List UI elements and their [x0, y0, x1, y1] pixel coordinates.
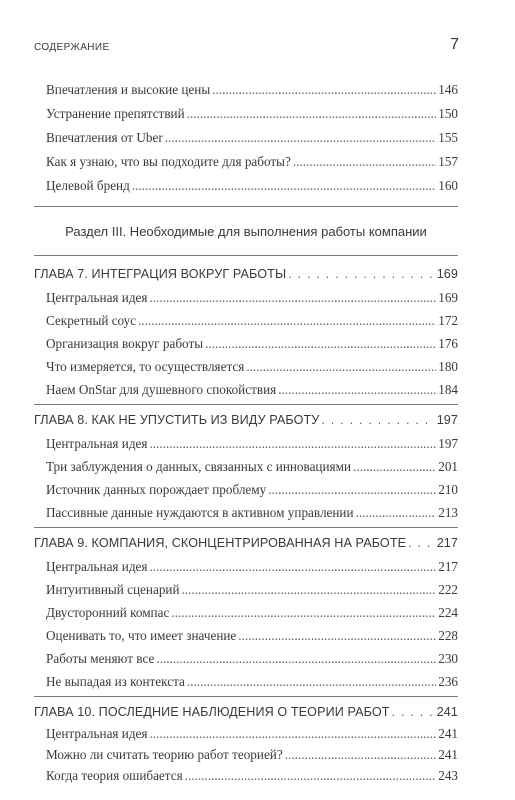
toc-entry-page: 197: [438, 436, 458, 451]
toc-entry-page: 217: [438, 559, 458, 574]
toc-entry-page: 155: [438, 130, 458, 145]
toc-entry: [46, 580, 458, 600]
toc-entry-title: Впечатления от Uber: [46, 130, 163, 145]
toc-entry-page: 230: [438, 651, 458, 666]
toc-entry: [46, 288, 458, 308]
toc-entry-page: 241: [438, 747, 458, 762]
toc-entry: [46, 724, 458, 744]
toc-entry-page: 243: [438, 768, 458, 783]
leader-dots: [205, 334, 436, 354]
running-header: СОДЕРЖАНИЕ: [34, 42, 110, 53]
toc-entry: [46, 649, 458, 669]
toc-entry: [46, 380, 458, 400]
section-rule-bottom: [34, 255, 458, 256]
leader-dots: [138, 311, 436, 331]
toc-entry-page: 210: [438, 482, 458, 497]
leader-dots: [408, 533, 435, 553]
chapter-divider: [34, 527, 458, 528]
toc-entry: [46, 334, 458, 354]
toc-entry-title: Организация вокруг работы: [46, 336, 204, 351]
leader-dots: [278, 380, 436, 400]
toc-entry-page: 228: [438, 628, 458, 643]
toc-entry: [46, 434, 458, 454]
chapter-title: ГЛАВА 8. КАК НЕ УПУСТИТЬ ИЗ ВИДУ РАБОТУ: [34, 413, 320, 427]
toc-entry-title: Не выпадая из контекста: [46, 674, 185, 689]
toc-entry: [46, 603, 458, 623]
leader-dots: [149, 288, 436, 308]
leader-dots: [246, 357, 436, 377]
toc-entry-title: Центральная идея: [46, 559, 148, 574]
toc-entry: [46, 766, 458, 786]
toc-entry-title: Что измеряется, то осуществляется: [46, 359, 245, 374]
toc-entry-page: 169: [438, 290, 458, 305]
toc-entry: [46, 128, 458, 148]
toc-entry: [46, 557, 458, 577]
toc-entry: [46, 626, 458, 646]
toc-entry-title: Центральная идея: [46, 290, 148, 305]
chapter-divider: [34, 696, 458, 697]
toc-entry: [46, 80, 458, 100]
leader-dots: [238, 626, 436, 646]
toc-entry-title: Источник данных порождает проблему: [46, 482, 267, 497]
toc-entry-page: 222: [438, 582, 458, 597]
toc-entry: [46, 152, 458, 172]
leader-dots: [353, 457, 436, 477]
toc-entry-title: Двусторонний компас: [46, 605, 170, 620]
leader-dots: [171, 603, 436, 623]
chapter-heading: [34, 533, 458, 553]
chapter-heading: [34, 702, 458, 722]
leader-dots: [165, 128, 437, 148]
toc-entry-page: 201: [438, 459, 458, 474]
toc-entry-page: 184: [438, 382, 458, 397]
chapter-title: ГЛАВА 7. ИНТЕГРАЦИЯ ВОКРУГ РАБОТЫ: [34, 267, 287, 281]
toc-entry-page: 224: [438, 605, 458, 620]
leader-dots: [392, 702, 435, 722]
toc-entry-page: 213: [438, 505, 458, 520]
toc-entry-title: Когда теория ошибается: [46, 768, 183, 783]
toc-entry: [46, 457, 458, 477]
toc-entry: [46, 176, 458, 196]
leader-dots: [132, 176, 436, 196]
toc-entry-title: Центральная идея: [46, 436, 148, 451]
toc-entry-title: Оценивать то, что имеет значение: [46, 628, 237, 643]
chapter-title: ГЛАВА 9. КОМПАНИЯ, СКОНЦЕНТРИРОВАННАЯ НА РАБОТЕ: [34, 536, 407, 550]
leader-dots: [285, 745, 437, 765]
toc-entry-page: 176: [438, 336, 458, 351]
toc-entry-page: 172: [438, 313, 458, 328]
toc-entry-page: 241: [438, 726, 458, 741]
toc-entry-title: Целевой бренд: [46, 178, 130, 193]
leader-dots: [288, 264, 434, 284]
toc-entry-page: 236: [438, 674, 458, 689]
toc-entry-title: Впечатления и высокие цены: [46, 82, 211, 97]
leader-dots: [185, 766, 437, 786]
chapter-divider: [34, 404, 458, 405]
leader-dots: [293, 152, 436, 172]
leader-dots: [321, 410, 434, 430]
leader-dots: [182, 580, 437, 600]
leader-dots: [156, 649, 436, 669]
leader-dots: [356, 503, 437, 523]
toc-entry-page: 146: [438, 82, 458, 97]
chapter-page: 241: [436, 705, 458, 719]
leader-dots: [212, 80, 436, 100]
section-title: Раздел III. Необходимые для выполнения работы компании: [65, 224, 427, 239]
leader-dots: [268, 480, 436, 500]
toc-entry-title: Три заблуждения о данных, связанных с инновациями: [46, 459, 352, 474]
leader-dots: [149, 557, 436, 577]
leader-dots: [149, 434, 436, 454]
section-rule-top: [34, 206, 458, 207]
toc-entry-page: 180: [438, 359, 458, 374]
toc-entry-title: Устранение препятствий: [46, 106, 185, 121]
leader-dots: [149, 724, 436, 744]
toc-entry-title: Пассивные данные нуждаются в активном управлении: [46, 505, 354, 520]
page-number: 7: [450, 36, 459, 53]
toc-entry: [46, 672, 458, 692]
leader-dots: [187, 104, 437, 124]
toc-entry: [46, 480, 458, 500]
leader-dots: [187, 672, 436, 692]
toc-entry-page: 160: [438, 178, 458, 193]
chapter-page: 169: [436, 267, 458, 281]
toc-entry-title: Интуитивный сценарий: [46, 582, 180, 597]
toc-entry-title: Работы меняют все: [46, 651, 155, 666]
chapter-heading: [34, 264, 458, 284]
toc-entry: [46, 104, 458, 124]
chapter-page: 197: [436, 413, 458, 427]
toc-entry-title: Наем OnStar для душевного спокойствия: [46, 382, 277, 397]
toc-entry-title: Секретный соус: [46, 313, 137, 328]
toc-entry: [46, 357, 458, 377]
toc-entry-title: Центральная идея: [46, 726, 148, 741]
toc-entry-page: 150: [438, 106, 458, 121]
toc-entry: [46, 503, 458, 523]
toc-entry: [46, 745, 458, 765]
toc-entry: [46, 311, 458, 331]
toc-entry-page: 157: [438, 154, 458, 169]
chapter-heading: [34, 410, 458, 430]
toc-entry-title: Как я узнаю, что вы подходите для работы?: [46, 154, 291, 169]
chapter-page: 217: [436, 536, 458, 550]
toc-entry-title: Можно ли считать теорию работ теорией?: [46, 747, 283, 762]
chapter-title: ГЛАВА 10. ПОСЛЕДНИЕ НАБЛЮДЕНИЯ О ТЕОРИИ РАБОТ: [34, 705, 390, 719]
